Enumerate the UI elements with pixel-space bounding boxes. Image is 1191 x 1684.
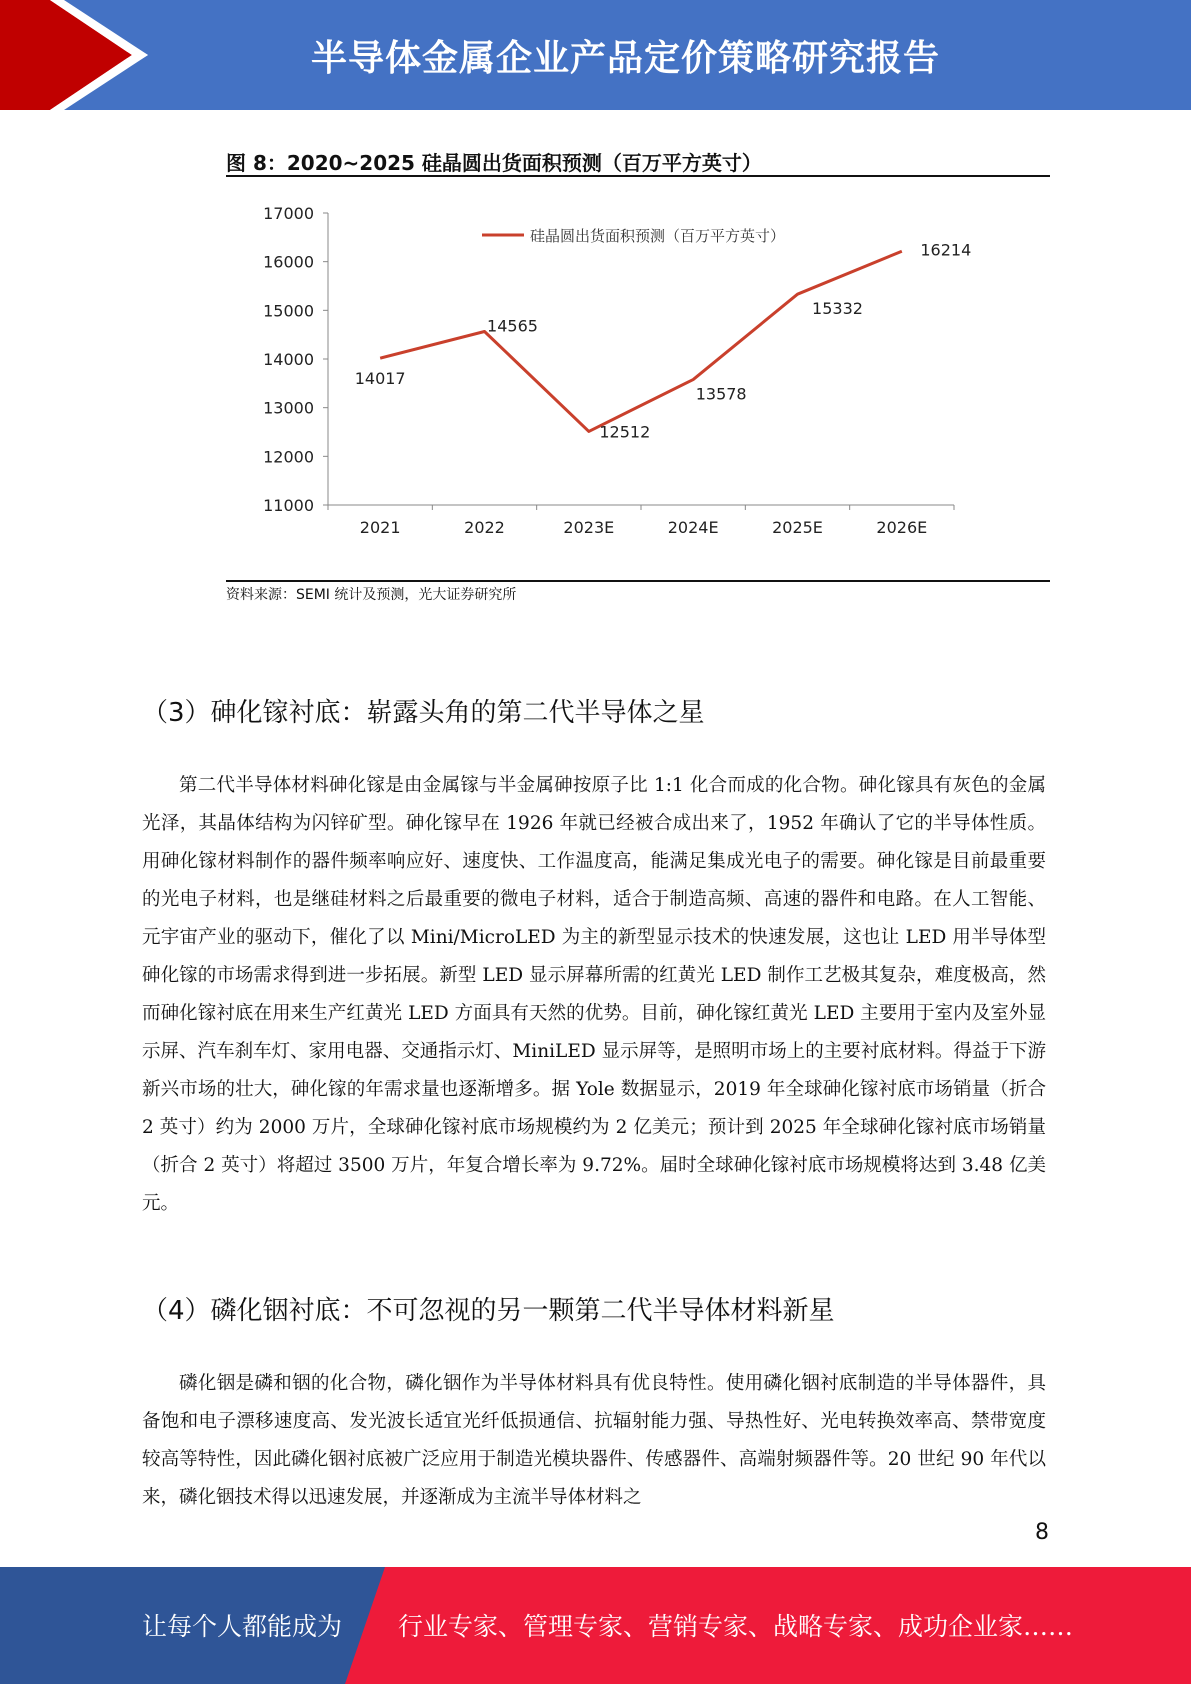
- section-paragraph-inp: 磷化铟是磷和铟的化合物，磷化铟作为半导体材料具有优良特性。使用磷化铟衬底制造的半导体器件，具备饱和电子漂移速度高、发光波长适宜光纤低损通信、抗辐射能力强、导热性好、光电转换效率高、禁带宽度较高等特性，因此磷化铟衬底被广泛应用于制造光模块器件、传感器件、高端射频器件等。20 世纪 90 年代以来，磷化铟技术得以迅速发展，并逐渐成为主流半导体材料之: [142, 1373, 1046, 1508]
- figure-source: 资料来源：SEMI 统计及预测，光大证券研究所: [226, 587, 517, 603]
- page-footer: [0, 1567, 1191, 1684]
- data-label: 14565: [487, 316, 538, 336]
- y-tick-label: 11000: [263, 496, 314, 515]
- x-tick-label: 2024E: [667, 518, 719, 537]
- footer-slogan-left: 让每个人都能成为: [142, 1612, 343, 1641]
- x-tick-label: 2023E: [563, 518, 615, 537]
- line-chart: [226, 180, 1050, 580]
- figure-top-rule: [226, 175, 1050, 177]
- y-tick-label: 14000: [263, 350, 314, 369]
- x-tick-label: 2021: [359, 518, 401, 537]
- data-label: 13578: [695, 384, 747, 404]
- x-tick-label: 2026E: [876, 518, 928, 537]
- legend-label: 硅晶圆出货面积预测（百万平方英寸）: [530, 227, 786, 245]
- y-tick-label: 12000: [263, 447, 314, 467]
- chart-series: [355, 240, 972, 441]
- y-tick-label: 17000: [263, 204, 314, 223]
- data-label: 14017: [354, 369, 406, 389]
- x-tick-label: 2022: [464, 518, 505, 537]
- section-heading-inp: （4）磷化铟衬底：不可忽视的另一颗第二代半导体材料新星: [142, 1296, 835, 1326]
- series-line: [380, 251, 902, 431]
- data-label: 16214: [920, 240, 972, 260]
- y-tick-label: 13000: [263, 398, 314, 418]
- x-axis: [328, 505, 954, 537]
- figure-title: 图 8：2020~2025 硅晶圆出货面积预测（百万平方英寸）: [226, 151, 762, 175]
- y-tick-label: 16000: [263, 252, 314, 272]
- data-label: 15332: [812, 299, 863, 319]
- section-heading-gaas: （3）砷化镓衬底：崭露头角的第二代半导体之星: [142, 698, 705, 728]
- chart-legend: [482, 227, 785, 245]
- section-paragraph-gaas: 第二代半导体材料砷化镓是由金属镓与半金属砷按原子比 1:1 化合而成的化合物。砷化镓具有灰色的金属光泽，其晶体结构为闪锌矿型。砷化镓早在 1926 年就已经被合成出来了，1952 年确认了它的半导体性质。用砷化镓材料制作的器件频率响应好、速度快、工作温度高，能满足集成光电子的需要。砷化镓是目前最重要的光电子材料，也是继硅材料之后最重要的微电子材料，适合于制造高频、高速的器件和电路。在人工智能、元宇宙产业的驱动下，催化了以 Mini/MicroLED 为主的新型显示技术的快速发展，这也让 LED 用半导体型砷化镓的市场需求得到进一步拓展。新型 LED 显示屏幕所需的红黄光 LED 制作工艺极其复杂，难度极高，然而砷化镓衬底在用来生产红黄光 LED 方面具有天然的优势。目前，砷化镓红黄光 LED 主要用于室内及室外显示屏、汽车刹车灯、家用电器、交通指示灯、MiniLED 显示屏等，是照明市场上的主要衬底材料。得益于下游新兴市场的壮大，砷化镓的年需求量也逐渐增多。据 Yole 数据显示，2019 年全球砷化镓衬底市场销量（折合 2 英寸）约为 2000 万片，全球砷化镓衬底市场规模约为 2 亿美元；预计到 2025 年全球砷化镓衬底市场销量（折合 2 英寸）将超过 3500 万片，年复合增长率为 9.72%。届时全球砷化镓衬底市场规模将达到 3.48 亿美元。: [142, 775, 1046, 1214]
- figure-bottom-rule: [226, 580, 1050, 582]
- page-number: 8: [1035, 1520, 1049, 1545]
- y-tick-label: 15000: [263, 301, 314, 321]
- report-title: 半导体金属企业产品定价策略研究报告: [310, 38, 940, 79]
- data-label: 12512: [599, 422, 651, 442]
- y-axis: [263, 204, 328, 515]
- x-tick-label: 2025E: [772, 518, 823, 537]
- page-header: [0, 0, 1191, 110]
- footer-slogan-right: 行业专家、管理专家、营销专家、战略专家、成功企业家……: [398, 1612, 1074, 1641]
